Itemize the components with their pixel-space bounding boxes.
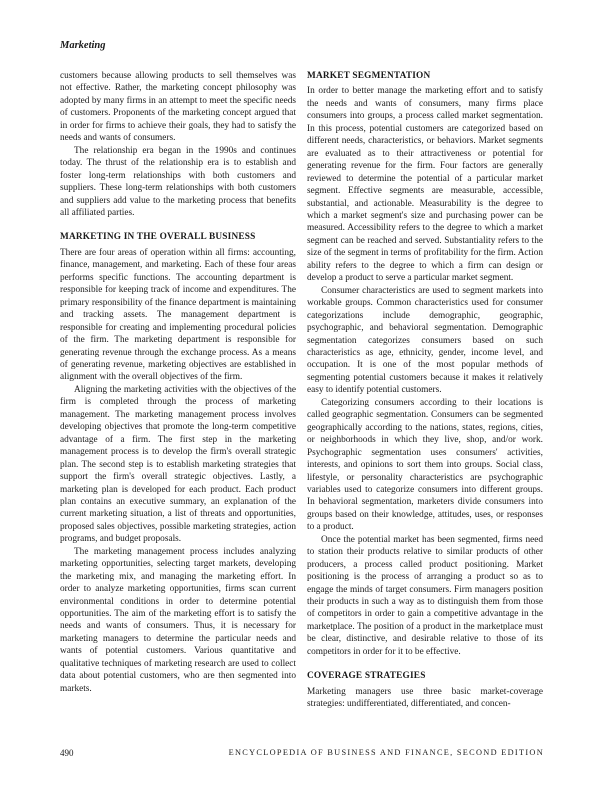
right-column [307, 70, 543, 711]
page-footer [60, 748, 544, 758]
section-heading: MARKETING IN THE OVERALL BUSINESS [60, 232, 256, 243]
paragraph: The relationship era began in the 1990s and continues today. The thrust of the relationship era is to establish and foster long-term relationships with both customers and suppliers. These long-term relationships with both customers and suppliers add value to the marketing process that benefits all affiliated parties. [60, 145, 296, 218]
running-head: Marketing [60, 40, 106, 51]
paragraph: Once the potential market has been segmented, firms need to station their products relative to similar products of other producers, a process called product positioning. Market positioning is the process of arranging a product so as to engage the minds of target consumers. Firm managers position their products in such a way as to distinguish them from those of competitors in order to gain a competitive advantage in the marketplace. The position of a product in the marketplace must be clear, distinctive, and desirable relative to those of its competitors in order for it to be effective. [307, 534, 543, 657]
section-heading: COVERAGE STRATEGIES [307, 671, 426, 682]
paragraph: Aligning the marketing activities with the objectives of the firm is completed through the process of marketing management. The marketing management process involves developing objectives that promote the long-term competitive advantage of a firm. The first step in the marketing management process is to develop the firm's overall strategic plan. The second step is to establish marketing strategies that support the firm's overall strategic objectives. Lastly, a marketing plan is developed for each product. Each product plan contains an executive summary, an explanation of the current marketing situation, a list of threats and opportunities, proposed sales objectives, possible marketing strategies, action programs, and budget proposals. [60, 384, 296, 545]
publication-title: ENCYCLOPEDIA OF BUSINESS AND FINANCE, SECOND EDITION [228, 748, 544, 757]
paragraph: The marketing management process includes analyzing marketing opportunities, selecting target markets, developing the marketing mix, and managing the marketing effort. In order to analyze marketing opportunities, firms scan current environmental conditions in order to determine potential opportunities. The aim of the marketing effort is to satisfy the needs and wants of consumers. Thus, it is necessary for marketing managers to determine the particular needs and wants of potential customers. Various quantitative and qualitative techniques of marketing research are used to collect data about potential customers, who are then segmented into markets. [60, 546, 296, 694]
page-number: 490 [60, 748, 74, 758]
paragraph: Consumer characteristics are used to segment markets into workable groups. Common characteristics used for consumer categorizations include demographic, geographic, psychographic, and behavioral segmentation. Demographic segmentation categorizes consumers based on such characteristics as age, ethnicity, gender, income level, and occupation. It is one of the most popular methods of segmenting potential customers because it makes it relatively easy to identify potential customers. [307, 285, 543, 396]
paragraph: customers because allowing products to sell themselves was not effective. Rather, the marketing concept philosophy was adopted by many firms in an attempt to meet the specific needs of customers. Proponents of the marketing concept argued that in order for firms to achieve their goals, they had to satisfy the needs and wants of consumers. [60, 71, 296, 144]
paragraph: There are four areas of operation within all firms: accounting, finance, management, and marketing. Each of these four areas performs specific functions. The accounting department is responsible for keeping track of income and expenditures. The primary responsibility of the finance department is maintaining and tracking assets. The management department is responsible for creating and implementing procedural policies of the firm. The marketing department is responsible for generating revenue through the exchange process. As a means of generating revenue, marketing objectives are established in alignment with the overall objectives of the firm. [60, 247, 296, 383]
section-heading: MARKET SEGMENTATION [307, 71, 431, 81]
left-column [60, 70, 296, 695]
paragraph: Categorizing consumers according to their locations is called geographic segmentation. Consumers can be segmented geographically according to the nations, states, regions, cities, or neighborhoods in which they live, shop, and/or work. Psychographic segmentation uses consumers' activities, interests, and opinions to sort them into groups. Social class, lifestyle, or personality characteristics are psychographic variables used to categorize consumers into different groups. In behavioral segmentation, marketers divide consumers into groups based on their knowledge, attitudes, uses, or responses to a product. [307, 397, 543, 533]
paragraph: In order to better manage the marketing effort and to satisfy the needs and wants of consumers, many firms place consumers into groups, a process called market segmentation. In this process, potential customers are categorized based on different needs, characteristics, or behaviors. Market segments are evaluated as to their attractiveness or potential for generating revenue for the firm. Four factors are generally reviewed to determine the potential of a particular market segment. Effective segments are measurable, accessible, substantial, and actionable. Measurability is the degree to which a market segment's size and purchasing power can be measured. Accessibility refers to the degree to which a market segment can be reached and served. Substantiality refers to the size of the segment in terms of profitability for the firm. Action ability refers to the degree to which a firm can design or develop a product to serve a particular market segment. [307, 86, 543, 284]
paragraph: Marketing managers use three basic market-coverage strategies: undifferentiated, differentiated, and concen- [307, 686, 543, 710]
